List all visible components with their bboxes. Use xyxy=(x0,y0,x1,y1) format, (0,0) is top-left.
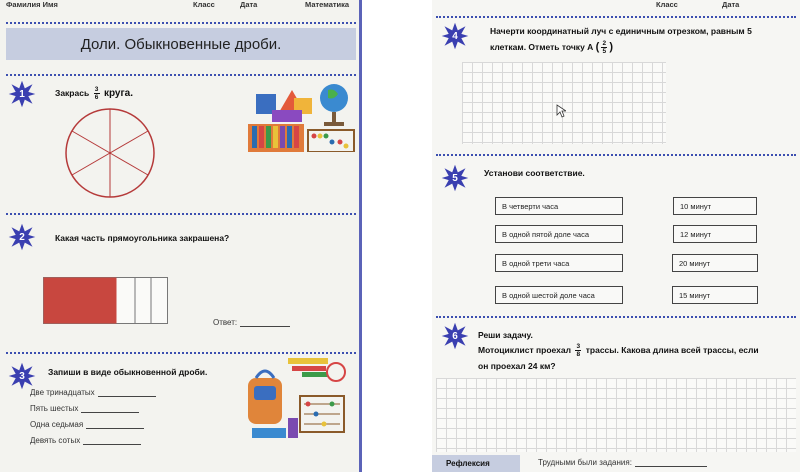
task3-prompt: Запиши в виде обыкновенной дроби. xyxy=(48,367,208,377)
header-date: Дата xyxy=(722,0,740,9)
school-supplies-illustration xyxy=(248,76,356,152)
header-class: Класс xyxy=(193,0,215,9)
answer-line[interactable]: Ответ: xyxy=(213,318,290,327)
solution-grid[interactable] xyxy=(436,378,796,452)
task5-prompt: Установи соответствие. xyxy=(484,168,585,178)
divider xyxy=(6,213,356,215)
divider xyxy=(6,352,356,354)
divider xyxy=(6,22,356,24)
rectangle-diagram[interactable] xyxy=(43,277,168,324)
reflection-label: Рефлексия xyxy=(432,455,520,472)
reflection-answer-line[interactable]: Трудными были задания: xyxy=(538,458,707,467)
fraction: $\frac{2}{5}$ xyxy=(602,40,607,55)
header-class: Класс xyxy=(656,0,678,9)
worksheet-left xyxy=(0,0,362,472)
task-number-badge: 2 xyxy=(8,223,36,251)
task6-problem-line1: Мотоциклист проехал $\frac{3}{8}$ трассы. Какова длина всей трассы, если xyxy=(478,343,759,358)
answer-line[interactable]: Две тринадцатых xyxy=(30,388,156,397)
task1-prompt: Закрась $\frac{3}{6}$ круга. xyxy=(55,86,133,101)
answer-line[interactable]: Девять сотых xyxy=(30,436,141,445)
task-number-badge: 3 xyxy=(8,362,36,390)
task4-prompt-line2: клеткам. Отметь точку А ( $\frac{2}{5}$ ) xyxy=(490,40,614,55)
page-title: Доли. Обыкновенные дроби. xyxy=(6,28,356,60)
header-name: Фамилия Имя xyxy=(6,0,58,9)
task6-problem-line2: он проехал 24 км? xyxy=(478,361,556,371)
task2-prompt: Какая часть прямоугольника закрашена? xyxy=(55,233,230,243)
backpack-supplies-illustration xyxy=(244,356,356,442)
header-subject: Математика xyxy=(305,0,350,9)
task4-prompt-line1: Начерти координатный луч с единичным отрезком, равным 5 xyxy=(490,26,752,36)
match-left-item[interactable]: В четверти часа xyxy=(495,197,623,215)
divider xyxy=(436,154,796,156)
header-date: Дата xyxy=(240,0,258,9)
mouse-cursor-icon xyxy=(556,104,566,118)
fraction: $\frac{3}{8}$ xyxy=(576,343,581,358)
match-left-item[interactable]: В одной шестой доле часа xyxy=(495,286,623,304)
match-right-item[interactable]: 15 минут xyxy=(672,286,758,304)
match-right-item[interactable]: 20 минут xyxy=(672,254,758,272)
drawing-grid[interactable] xyxy=(462,62,666,144)
divider xyxy=(436,316,796,318)
answer-line[interactable]: Пять шестых xyxy=(30,404,139,413)
match-left-item[interactable]: В одной пятой доле часа xyxy=(495,225,623,243)
match-left-item[interactable]: В одной трети часа xyxy=(495,254,623,272)
match-right-item[interactable]: 12 минут xyxy=(673,225,757,243)
task-number-badge: 1 xyxy=(8,80,36,108)
circle-diagram[interactable] xyxy=(64,107,156,199)
task6-title: Реши задачу. xyxy=(478,330,533,340)
answer-line[interactable]: Одна седьмая xyxy=(30,420,144,429)
fraction: $\frac{3}{6}$ xyxy=(94,86,99,101)
worksheet-right xyxy=(432,0,800,472)
task-number-badge: 4 xyxy=(441,22,469,50)
task-number-badge: 6 xyxy=(441,322,469,350)
task-number-badge: 5 xyxy=(441,164,469,192)
match-right-item[interactable]: 10 минут xyxy=(673,197,757,215)
divider xyxy=(436,16,796,18)
